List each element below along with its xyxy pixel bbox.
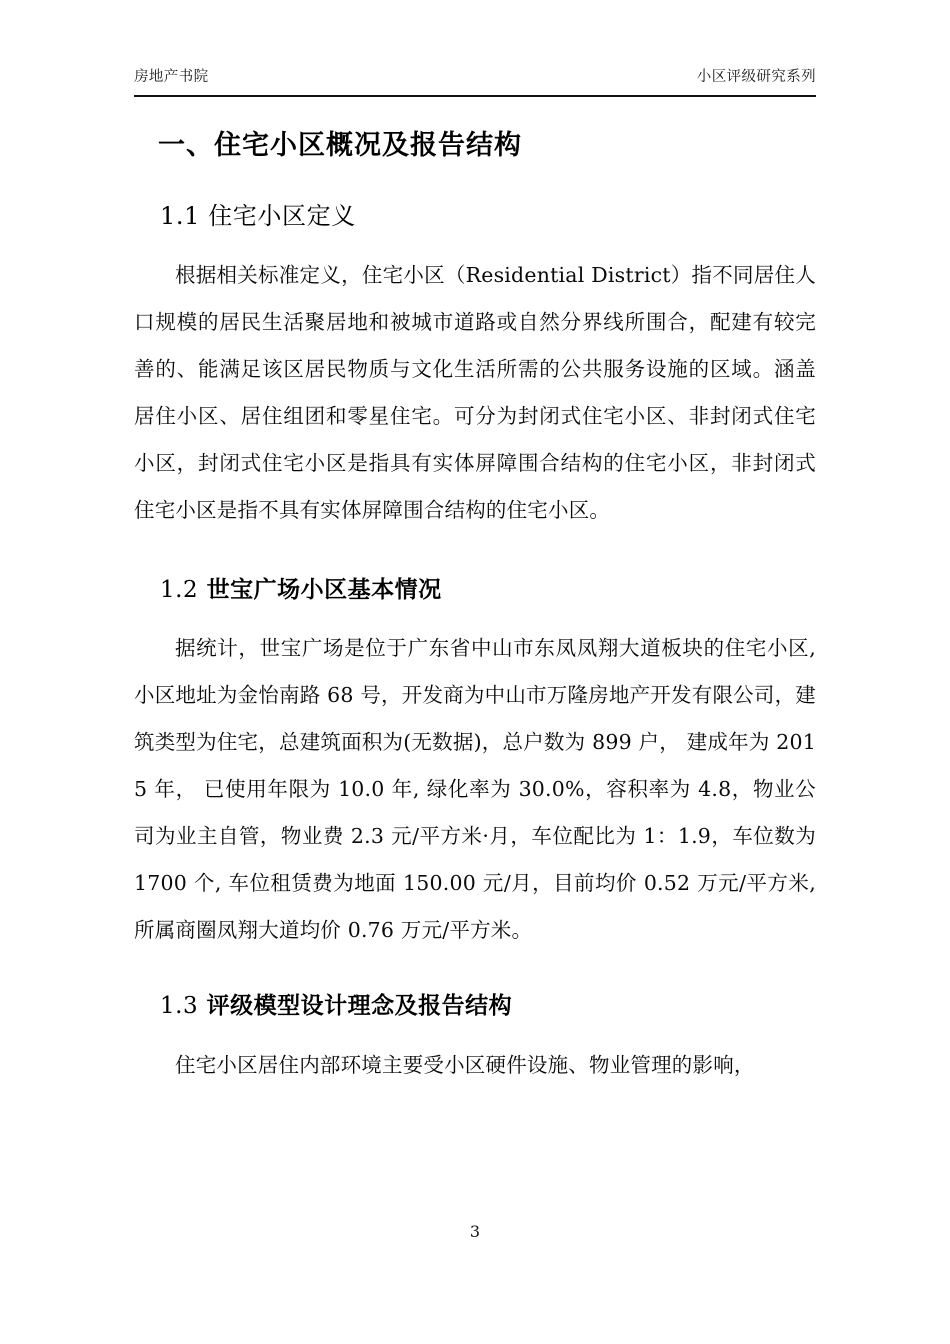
subsection-heading-1-3 xyxy=(134,990,816,1023)
subsection-number-1-3: 1.3 xyxy=(160,993,199,1020)
page-running-header xyxy=(134,68,816,86)
section-heading-1: 一、住宅小区概况及报告结构 xyxy=(158,130,522,161)
subsection-heading-1-1 xyxy=(134,199,816,234)
header-right-text: 小区评级研究系列 xyxy=(696,69,816,85)
subsection-number-1-2: 1.2 xyxy=(160,576,199,603)
paragraph-community-basic-info: 据统计，世宝广场是位于广东省中山市东凤凤翔大道板块的住宅小区, 小区地址为金怡南路 68 号，开发商为中山市万隆房地产开发有限公司，建筑类型为住宅，总建筑面积为(无数据)，总户数为 899 户， 建成年为 2015 年， 已使用年限为 10.0 年, 绿化率为 30.0%，容积率为 4.8，物业公司为业主自管，物业费 2.3 元/平方米·月，车位配比为 1：1.9，车位数为 1700 个, 车位租赁费为地面 150.00 元/月，目前均价 0.52 万元/平方米, 所属商圈凤翔大道均价 0.76 万元/平方米。 xyxy=(134,636,816,943)
page-number: 3 xyxy=(469,1222,481,1241)
spacer xyxy=(134,534,816,574)
paragraph-residential-district-definition: 根据相关标准定义，住宅小区（Residential District）指不同居住人口规模的居民生活聚居地和被城市道路或自然分界线所围合，配建有较完善的、能满足该区居民物质与文化生活所需的公共服务设施的区域。涵盖居住小区、居住组团和零星住宅。可分为封闭式住宅小区、非封闭式住宅小区，封闭式住宅小区是指具有实体屏障围合结构的住宅小区，非封闭式住宅小区是指不具有实体屏障围合结构的住宅小区。 xyxy=(134,262,816,522)
spacer xyxy=(134,954,816,990)
spacer xyxy=(134,607,816,625)
subsection-number-1-1: 1.1 xyxy=(160,202,200,231)
subsection-title-1-2: 世宝广场小区基本情况 xyxy=(206,576,442,603)
paragraph-rating-model-intro: 住宅小区居住内部环境主要受小区硬件设施、物业管理的影响， xyxy=(175,1052,755,1077)
subsection-heading-1-2 xyxy=(134,574,816,607)
spacer xyxy=(134,234,816,252)
header-divider xyxy=(134,95,816,97)
spacer xyxy=(134,1024,816,1042)
spacer xyxy=(134,165,816,199)
header-left-text: 房地产书院 xyxy=(134,69,209,85)
subsection-title-1-3: 评级模型设计理念及报告结构 xyxy=(206,993,513,1020)
document-body xyxy=(134,126,816,1089)
subsection-title-1-1: 住宅小区定义 xyxy=(208,202,356,231)
